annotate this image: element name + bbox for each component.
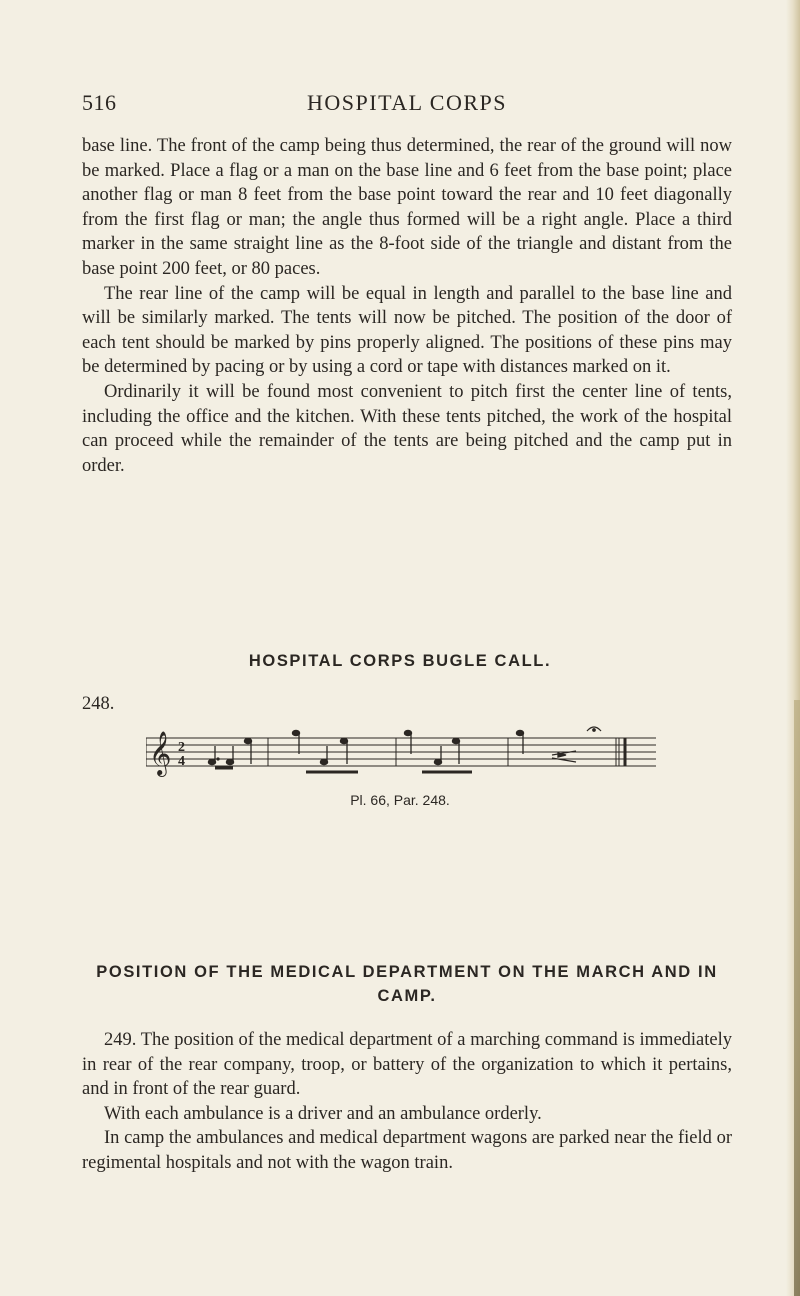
- paragraph: With each ambulance is a driver and an ambulance orderly.: [104, 1103, 542, 1124]
- running-head: HOSPITAL CORPS: [307, 90, 507, 115]
- paragraph: Ordinarily it will be found most convenient to pitch first the center line of tents, including the office and the kitchen. With these tents pitched, the work of the hospital can proceed while the remainder of the tents are being pitched and the camp put in order.: [82, 381, 732, 476]
- bugle-call-music-staff: [146, 724, 656, 784]
- page-number: 516: [82, 90, 117, 115]
- paragraph: The rear line of the camp will be equal in length and parallel to the base line and will be similarly marked. The tents will now be pitched. The position of the door of each tent should be marked by pins properly aligned. The positions of these pins may be determined by pacing or by using a cord or tape with distances marked on it.: [82, 283, 732, 378]
- time-signature-bottom: 4: [178, 754, 185, 769]
- treble-clef-icon: 𝄞: [149, 731, 172, 775]
- time-signature-top: 2: [178, 740, 185, 755]
- section-b-text: [82, 1028, 732, 1176]
- section-heading: POSITION OF THE MEDICAL DEPARTMENT ON THE MARCH AND IN CAMP.: [96, 963, 718, 1005]
- paragraph-number-248: 248.: [82, 694, 115, 714]
- paragraph: 249. The position of the medical department of a marching command is immediately in rear of the rear company, troop, or battery of the organization to which it pertains, and in front of the rear guard.: [82, 1030, 732, 1100]
- paragraph: base line. The front of the camp being thus determined, the rear of the ground will now be marked. Place a flag or a man on the base line and 6 feet from the base point; place another flag or man 8 feet from the base point toward the rear and 10 feet diagonally from the first flag or man; the angle thus formed will be a right angle. Place a third marker in the same straight line as the 8-foot side of the triangle and distant from the base point 200 feet, or 80 paces.: [82, 136, 732, 279]
- paragraph: In camp the ambulances and medical department wagons are parked near the field or regimental hospitals and not with the wagon train.: [82, 1128, 732, 1173]
- fermata-dot: [593, 729, 595, 731]
- dot: [217, 758, 219, 760]
- page-header: [82, 90, 732, 120]
- section-a-text: [82, 134, 732, 478]
- figure-caption: Pl. 66, Par. 248.: [350, 792, 450, 808]
- page-edge-binding: [794, 700, 800, 1296]
- bugle-call-heading: HOSPITAL CORPS BUGLE CALL.: [248, 652, 552, 670]
